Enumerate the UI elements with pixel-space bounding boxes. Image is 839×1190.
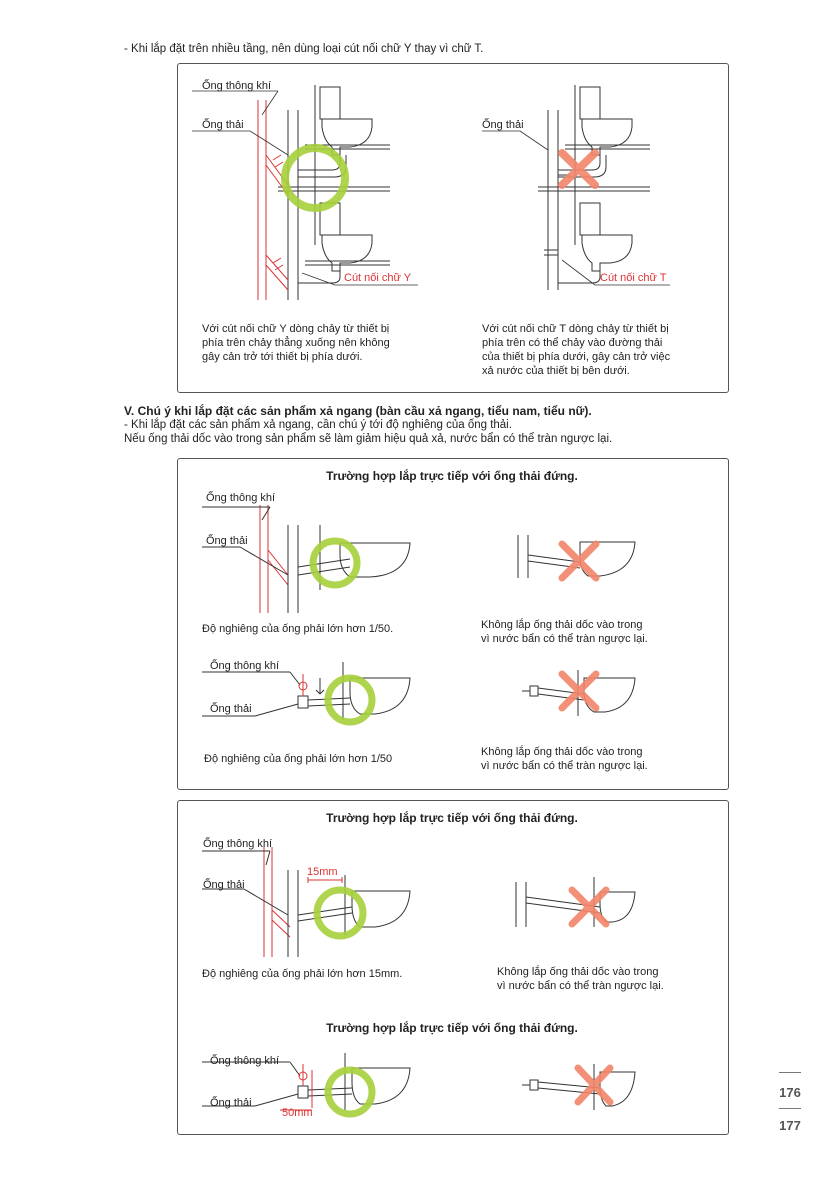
- section-line-1: - Khi lắp đặt các sản phẩm xả ngang, cần chú ý tới độ nghiêng của ống thải.: [124, 419, 512, 431]
- label-vent-pipe: Ống thông khí: [203, 838, 273, 850]
- page-number-176: 176: [779, 1085, 801, 1100]
- label-vent-pipe: Ống thông khí: [206, 492, 276, 504]
- diagram-height-bad-2: [520, 1062, 640, 1122]
- caption-slope-ok-1: Độ nghiêng của ống phải lớn hơn 1/50.: [202, 623, 394, 635]
- label-drain-pipe: Ống thải: [203, 879, 245, 891]
- diagram-slope-ok-2: [200, 660, 420, 740]
- caption-t-fitting: Với cút nối chữ T dòng chảy từ thiết bị phía trên có thể chảy vào đường thải của thiết bị phía dưới, gây cản trở việc xả nước của thiết bị bên dưới.: [482, 323, 671, 377]
- caption-y-fitting: Với cút nối chữ Y dòng chảy từ thiết bị phía trên chảy thẳng xuống nên không gây cản trở tới thiết bị phía dưới.: [202, 323, 390, 363]
- dimension-15mm: 15mm: [307, 866, 338, 878]
- ok-circle-icon: [317, 890, 363, 936]
- label-y-fitting: Cút nối chữ Y: [344, 272, 412, 284]
- diagram-slope-bad-2: [520, 668, 640, 728]
- label-drain-pipe: Ống thải: [210, 1097, 252, 1109]
- label-drain-pipe: Ống thải: [210, 703, 252, 715]
- label-t-fitting: Cút nối chữ T: [600, 272, 667, 284]
- bad-cross-icon: [562, 674, 596, 708]
- caption-height-ok-1: Độ nghiêng của ống phải lớn hơn 15mm.: [202, 968, 403, 980]
- dimension-50mm: 50mm: [282, 1107, 313, 1119]
- caption-slope-bad-2: Không lắp ống thải dốc vào trong vì nước bẩn có thể tràn ngược lại.: [481, 746, 648, 772]
- page-number-rule-mid: [779, 1108, 801, 1109]
- caption-slope-ok-2: Độ nghiêng của ống phải lớn hơn 1/50: [204, 753, 393, 765]
- caption-slope-bad-1: Không lắp ống thải dốc vào trong vì nước bẩn có thể tràn ngược lại.: [481, 619, 648, 645]
- box3-title: Trường hợp lắp trực tiếp với ống thải đứng.: [326, 811, 578, 825]
- section-line-2: Nếu ống thải dốc vào trong sản phẩm sẽ làm giảm hiệu quả xả, nước bẩn có thể tràn ngược lại.: [124, 433, 613, 445]
- diagram-t-fitting: [480, 75, 710, 305]
- label-vent-pipe: Ống thông khí: [202, 80, 272, 92]
- intro-text: - Khi lắp đặt trên nhiều tầng, nên dùng loại cút nối chữ Y thay vì chữ T.: [124, 43, 484, 55]
- diagram-height-bad-1: [510, 872, 640, 932]
- label-drain-pipe: Ống thải: [206, 535, 248, 547]
- label-drain-pipe: Ống thải: [202, 119, 244, 131]
- diagram-height-ok-1: [200, 835, 420, 960]
- diagram-slope-ok-1: [200, 495, 420, 615]
- diagram-slope-bad-1: [510, 530, 640, 590]
- box2-title: Trường hợp lắp trực tiếp với ống thải đứng.: [326, 469, 578, 483]
- label-vent-pipe: Ống thông khí: [210, 660, 280, 672]
- diagram-y-fitting: [190, 75, 450, 305]
- label-drain-pipe-t: Ống thải: [482, 119, 524, 131]
- bad-cross-icon: [572, 890, 606, 924]
- page-number-177: 177: [779, 1118, 801, 1133]
- page-number-rule-top: [779, 1072, 801, 1073]
- bad-cross-icon: [562, 544, 596, 578]
- section-heading: V. Chú ý khi lắp đặt các sản phẩm xả ngang (bàn cầu xả ngang, tiểu nam, tiểu nữ).: [124, 404, 592, 418]
- ok-circle-icon: [328, 1070, 372, 1114]
- box3-title-2: Trường hợp lắp trực tiếp với ống thải đứng.: [326, 1021, 578, 1035]
- bad-cross-icon: [562, 153, 595, 185]
- label-vent-pipe: Ống thông khí: [210, 1055, 280, 1067]
- caption-height-bad-1: Không lắp ống thải dốc vào trong vì nước bẩn có thể tràn ngược lại.: [497, 966, 664, 992]
